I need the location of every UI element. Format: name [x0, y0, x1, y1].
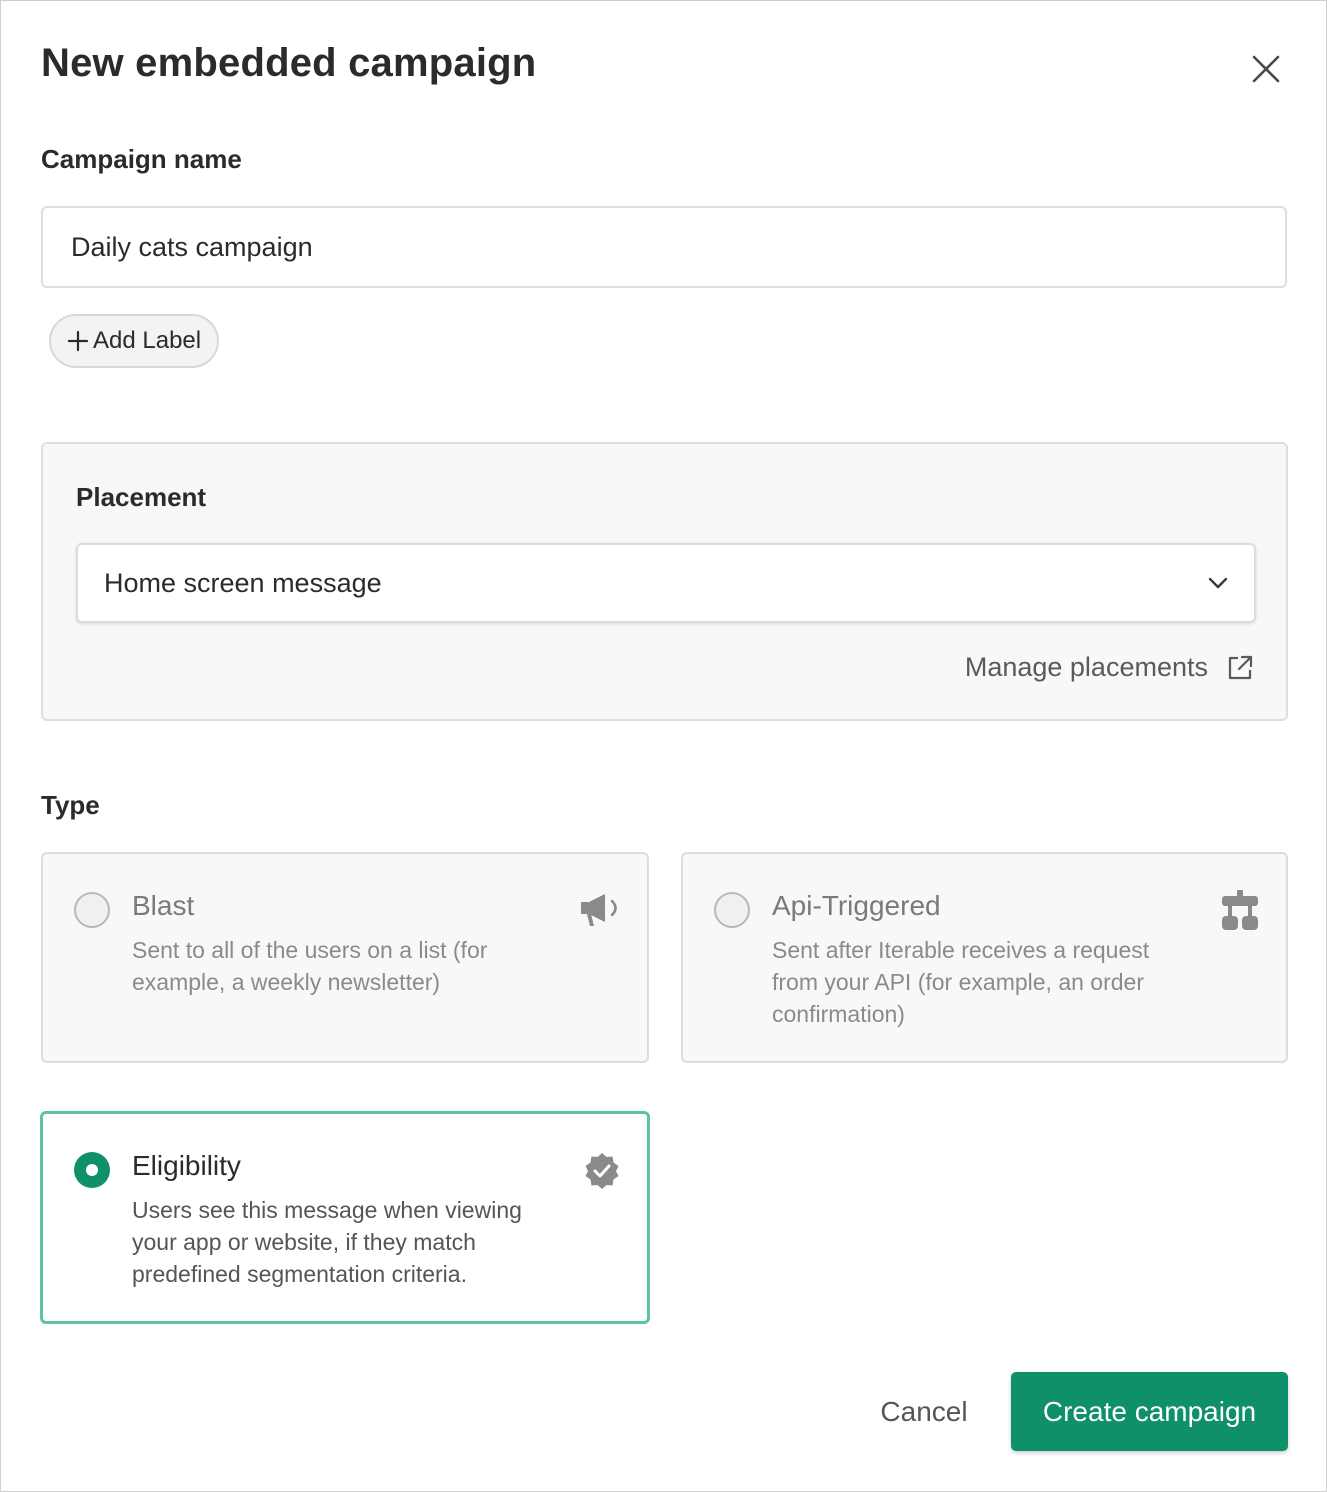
chevron-down-icon [1208, 577, 1228, 589]
add-label-text: Add Label [93, 327, 202, 354]
cancel-button[interactable]: Cancel [880, 1396, 968, 1427]
manage-placements-link[interactable] [965, 652, 1254, 683]
close-icon [1251, 54, 1281, 84]
create-campaign-button[interactable]: Create campaign [1011, 1372, 1288, 1451]
external-link-icon [1226, 654, 1254, 682]
radio-api-triggered[interactable] [714, 892, 750, 928]
placement-section [41, 442, 1288, 721]
type-option-blast[interactable] [41, 852, 649, 1063]
megaphone-icon [579, 890, 625, 930]
type-option-description: Sent after Iterable receives a request from your API (for example, an order confirmation) [772, 937, 1150, 1027]
type-option-api-triggered[interactable] [681, 852, 1288, 1063]
campaign-name-input[interactable] [41, 206, 1287, 288]
dialog-title: New embedded campaign [41, 41, 537, 85]
plus-icon [67, 330, 89, 352]
verified-badge-icon [583, 1152, 621, 1190]
type-option-title: Blast [132, 890, 195, 921]
type-option-description: Users see this message when viewing your app or website, if they match predefined segmentation criteria. [132, 1197, 522, 1287]
type-option-title: Eligibility [132, 1150, 241, 1181]
radio-eligibility[interactable] [74, 1152, 110, 1188]
type-option-title: Api-Triggered [772, 890, 941, 921]
placement-heading: Placement [76, 482, 207, 512]
type-option-eligibility[interactable] [40, 1111, 650, 1324]
add-label-button[interactable] [49, 314, 219, 368]
campaign-name-label: Campaign name [41, 144, 242, 174]
close-button[interactable] [1245, 48, 1287, 90]
placement-selected-value: Home screen message [104, 567, 382, 598]
manage-placements-text: Manage placements [964, 652, 1208, 682]
api-trigger-icon [1220, 890, 1260, 932]
type-option-description: Sent to all of the users on a list (for example, a weekly newsletter) [132, 937, 488, 995]
type-heading: Type [41, 790, 100, 820]
placement-select[interactable] [76, 543, 1256, 623]
radio-blast[interactable] [74, 892, 110, 928]
